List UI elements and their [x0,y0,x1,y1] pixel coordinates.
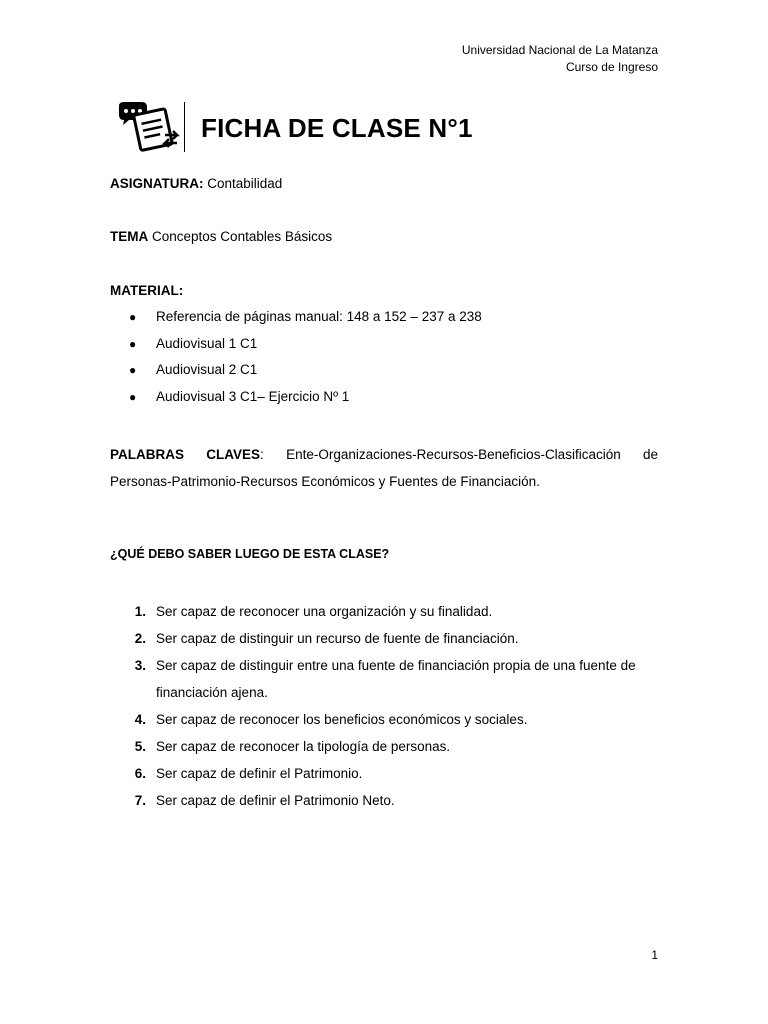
list-item [110,625,658,652]
keywords-value: Ente-Organizaciones-Recursos-Beneficios-Clasificación de Personas-Patrimonio-Recursos Económicos y Fuentes de Financiación. [110,447,658,489]
title-divider [184,102,185,152]
asignatura-value: Contabilidad [207,176,283,191]
list-item [110,360,482,387]
goal-text: Ser capaz de definir el Patrimonio Neto. [156,793,395,808]
goal-number: 1. [134,604,146,619]
keywords-paragraph [110,441,658,495]
goal-text: Ser capaz de distinguir entre una fuente de financiación propia de una fuente de financiación ajena. [156,658,636,700]
list-item [110,334,482,361]
course-name: Curso de Ingreso [565,60,658,74]
list-item [110,733,658,760]
keywords-label: PALABRAS CLAVES [110,447,261,462]
bullet-icon: ● [129,336,137,351]
goal-text: Ser capaz de distinguir un recurso de fuente de financiación. [156,631,519,646]
goal-text: Ser capaz de reconocer la tipología de personas. [156,739,451,754]
class-sheet-icon [115,100,187,156]
bullet-icon: ● [129,310,137,324]
goal-text: Ser capaz de definir el Patrimonio. [156,766,363,781]
tema-value: Conceptos Contables Básicos [152,229,333,244]
bullet-icon: ● [129,390,137,405]
material-list [110,307,482,414]
document-header [462,42,658,76]
asignatura-label: ASIGNATURA: [110,176,204,191]
list-item [110,387,482,414]
university-name: Universidad Nacional de La Matanza [461,43,658,57]
keywords-separator: : [260,447,264,462]
page-number: 1 [651,948,658,962]
material-item-text: Referencia de páginas manual: 148 a 152 – 237 a 238 [156,309,482,324]
goal-number: 6. [134,766,146,781]
asignatura-field [110,176,282,191]
bullet-icon: ● [129,363,137,378]
list-item [110,652,658,706]
goal-number: 4. [134,712,146,727]
goal-text: Ser capaz de reconocer una organización y su finalidad. [156,604,493,619]
page-title: FICHA DE CLASE N°1 [201,112,473,143]
tema-field [110,229,332,244]
goal-number: 7. [134,793,146,808]
list-item [110,307,482,334]
goal-number: 5. [134,739,146,754]
list-item [110,787,658,814]
list-item [110,598,658,625]
goal-number: 2. [134,631,146,646]
goal-number: 3. [134,658,146,673]
goals-list [110,598,658,814]
section-question: ¿QUÉ DEBO SABER LUEGO DE ESTA CLASE? [110,547,390,561]
list-item [110,706,658,733]
material-label: MATERIAL: [110,283,184,298]
title-block [115,100,473,156]
tema-label: TEMA [110,229,149,244]
material-item-text: Audiovisual 3 C1– Ejercicio Nº 1 [156,389,350,405]
material-heading [110,283,183,298]
material-item-text: Audiovisual 1 C1 [156,335,258,351]
material-item-text: Audiovisual 2 C1 [156,362,258,378]
goal-text: Ser capaz de reconocer los beneficios económicos y sociales. [156,712,528,727]
list-item [110,760,658,787]
